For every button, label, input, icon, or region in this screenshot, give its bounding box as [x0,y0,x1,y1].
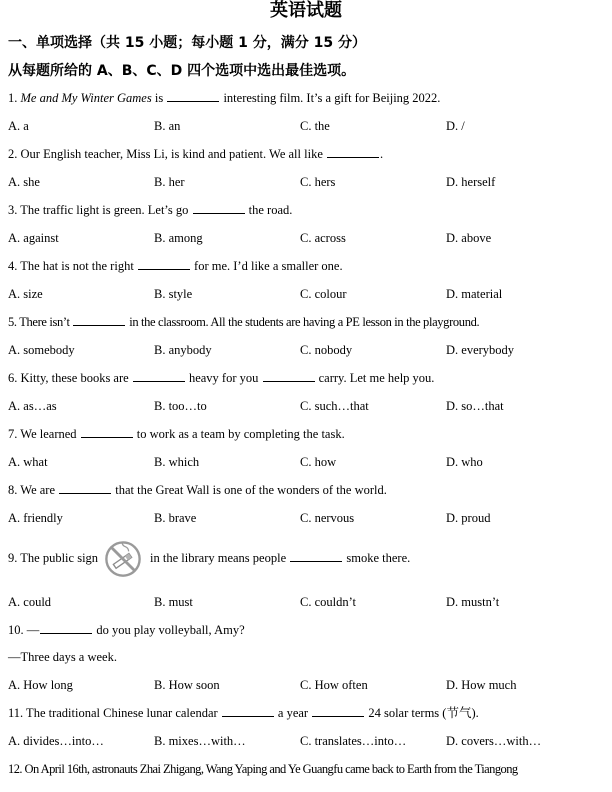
option-d: D. material [446,287,503,301]
question-7: 7. We learned to work as a team by completing the task. [8,427,345,441]
option-c: C. such…that [300,399,369,413]
answer-blank [263,371,315,382]
answer-blank [193,203,245,214]
option-d: D. above [446,231,492,245]
option-b: B. must [154,595,193,609]
option-c: C. across [300,231,346,245]
option-c: C. nervous [300,511,355,525]
answer-blank [81,427,133,438]
question-3: 3. The traffic light is green. Let’s go the road. [8,203,293,217]
option-a: A. size [8,287,43,301]
answer-blank [59,483,111,494]
option-b: B. anybody [154,343,212,357]
option-d: D. How much [446,678,517,692]
answer-blank [327,147,379,158]
option-a: A. what [8,455,48,469]
option-c: C. the [300,119,330,133]
option-b: B. too…to [154,399,207,413]
option-c: C. nobody [300,343,353,357]
section-instruction: 从每题所给的 A、B、C、D 四个选项中选出最佳选项。 [8,63,356,79]
question-10-reply: —Three days a week. [8,650,117,664]
option-a: A. How long [8,678,73,692]
option-b: B. among [154,231,203,245]
answer-blank [312,706,364,717]
option-a: A. she [8,175,40,189]
option-a: A. somebody [8,343,75,357]
section-heading: 一、单项选择（共 15 小题；每小题 1 分，满分 15 分） [8,35,366,51]
option-a: A. friendly [8,511,63,525]
question-6: 6. Kitty, these books are heavy for you carry. Let me help you. [8,371,435,385]
question-12: 12. On April 16th, astronauts Zhai Zhigang, Wang Yaping and Ye Guangfu came back to Earth from the Tiangong [8,762,518,776]
option-a: A. a [8,119,29,133]
option-d: D. / [446,119,465,133]
option-b: B. which [154,455,200,469]
option-d: D. so…that [446,399,504,413]
answer-blank [290,551,342,562]
option-c: C. hers [300,175,336,189]
option-b: B. mixes…with… [154,734,246,748]
question-8: 8. We are that the Great Wall is one of the wonders of the world. [8,483,387,497]
option-d: D. herself [446,175,496,189]
answer-blank [222,706,274,717]
question-9: 9. The public sign in the library means people smoke there. [8,538,410,578]
answer-blank [73,315,125,326]
option-a: A. divides…into… [8,734,104,748]
option-b: B. her [154,175,185,189]
question-10: 10. — do you play volleyball, Amy? [8,623,245,637]
answer-blank [167,91,219,102]
question-5: 5. There isn’t in the classroom. All the students are having a PE lesson in the playground. [8,315,480,329]
option-a: A. as…as [8,399,57,413]
option-d: D. covers…with… [446,734,542,748]
question-1: 1. Me and My Winter Games is interesting film. It’s a gift for Beijing 2022. [8,91,441,105]
option-a: A. against [8,231,59,245]
page-title: 英语试题 [270,0,342,21]
option-a: A. could [8,595,52,609]
option-b: B. brave [154,511,197,525]
question-11: 11. The traditional Chinese lunar calendar a year 24 solar terms (节气). [8,706,479,720]
answer-blank [40,623,92,634]
option-c: C. couldn’t [300,595,357,609]
option-b: B. style [154,287,193,301]
option-d: D. who [446,455,483,469]
question-2: 2. Our English teacher, Miss Li, is kind and patient. We all like . [8,147,384,161]
option-d: D. mustn’t [446,595,500,609]
question-4: 4. The hat is not the right for me. I’d like a smaller one. [8,259,343,273]
option-d: D. proud [446,511,491,525]
option-c: C. colour [300,287,347,301]
option-c: C. translates…into… [300,734,407,748]
no-smoking-sign-icon [104,540,142,578]
answer-blank [133,371,185,382]
option-c: C. How often [300,678,368,692]
answer-blank [138,259,190,270]
option-b: B. an [154,119,181,133]
option-d: D. everybody [446,343,515,357]
option-b: B. How soon [154,678,220,692]
option-c: C. how [300,455,337,469]
